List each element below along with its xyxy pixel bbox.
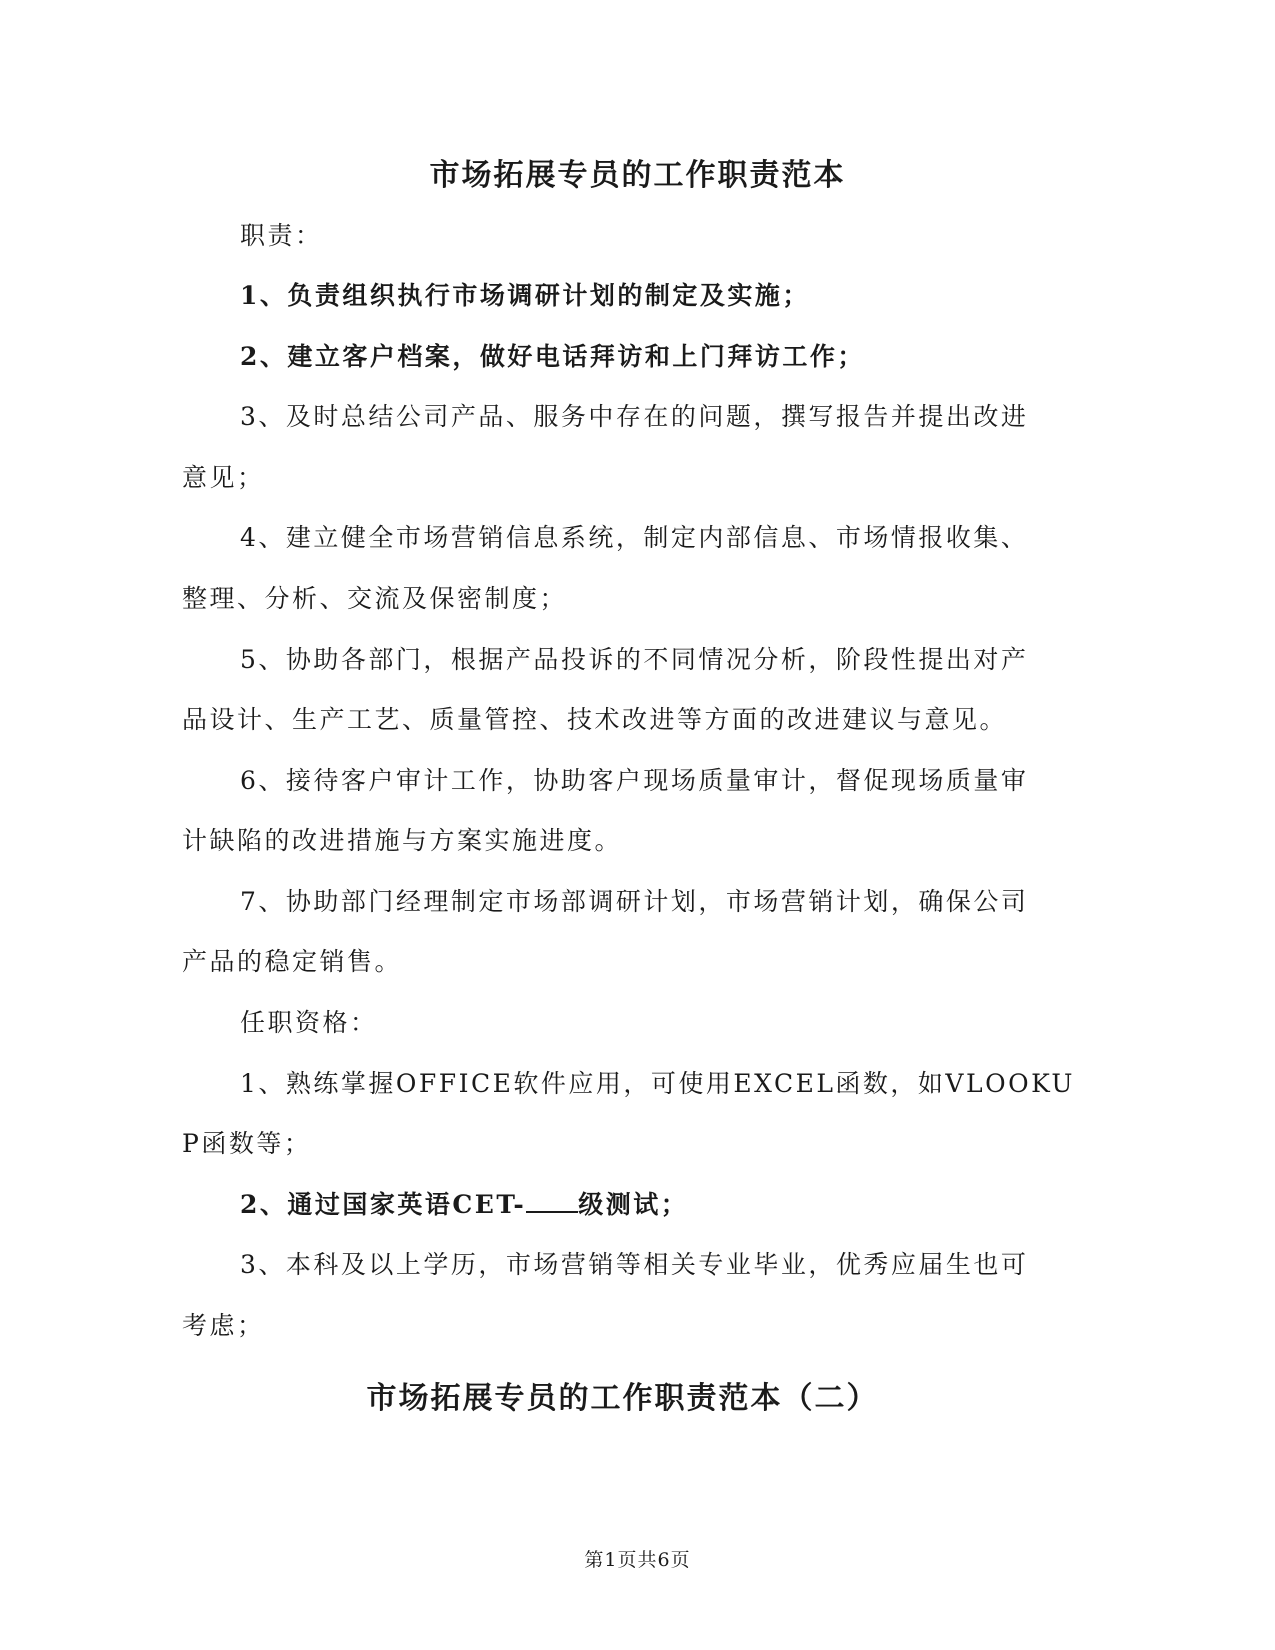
duty-item-5-line2: 品设计、生产工艺、质量管控、技术改进等方面的改进建议与意见。	[182, 705, 1008, 734]
duty-item-4-line2: 整理、分析、交流及保密制度；	[182, 584, 568, 613]
qualification-item-2-prefix: 2、通过国家英语CET-	[240, 1190, 527, 1219]
duty-item-2: 2、建立客户档案，做好电话拜访和上门拜访工作；	[240, 342, 865, 371]
duty-item-6-line1: 6、接待客户审计工作，协助客户现场质量审计，督促现场质量审	[240, 766, 1029, 795]
duty-item-4-line1: 4、建立健全市场营销信息系统，制定内部信息、市场情报收集、	[240, 523, 1029, 552]
qualification-item-1-line1: 1、熟练掌握OFFICE软件应用，可使用EXCEL函数，如VLOOKU	[240, 1069, 1075, 1098]
duty-item-7-line2: 产品的稳定销售。	[182, 947, 403, 976]
next-section-title: 市场拓展专员的工作职责范本（二）	[366, 1381, 879, 1416]
duty-item-5-line1: 5、协助各部门，根据产品投诉的不同情况分析，阶段性提出对产	[240, 645, 1029, 674]
qualification-item-3-line1: 3、本科及以上学历，市场营销等相关专业毕业，优秀应届生也可	[240, 1250, 1029, 1279]
duties-heading: 职责：	[240, 221, 323, 250]
qualification-item-2	[240, 1187, 688, 1223]
duty-item-6-line2: 计缺陷的改进措施与方案实施进度。	[182, 826, 623, 855]
duty-item-1: 1、负责组织执行市场调研计划的制定及实施；	[240, 281, 810, 310]
qualifications-heading: 任职资格：	[240, 1008, 378, 1037]
document-title: 市场拓展专员的工作职责范本	[429, 158, 846, 193]
duty-item-7-line1: 7、协助部门经理制定市场部调研计划，市场营销计划，确保公司	[240, 887, 1029, 916]
qualification-item-3-line2: 考虑；	[182, 1311, 265, 1340]
qualification-item-1-line2: P函数等；	[182, 1129, 312, 1158]
fill-in-blank	[526, 1191, 578, 1213]
page-number-footer: 第1页共6页	[584, 1549, 691, 1571]
qualification-item-2-suffix: 级测试；	[578, 1190, 689, 1219]
duty-item-3-line1: 3、及时总结公司产品、服务中存在的问题，撰写报告并提出改进	[240, 402, 1029, 431]
duty-item-3-line2: 意见；	[182, 463, 265, 492]
